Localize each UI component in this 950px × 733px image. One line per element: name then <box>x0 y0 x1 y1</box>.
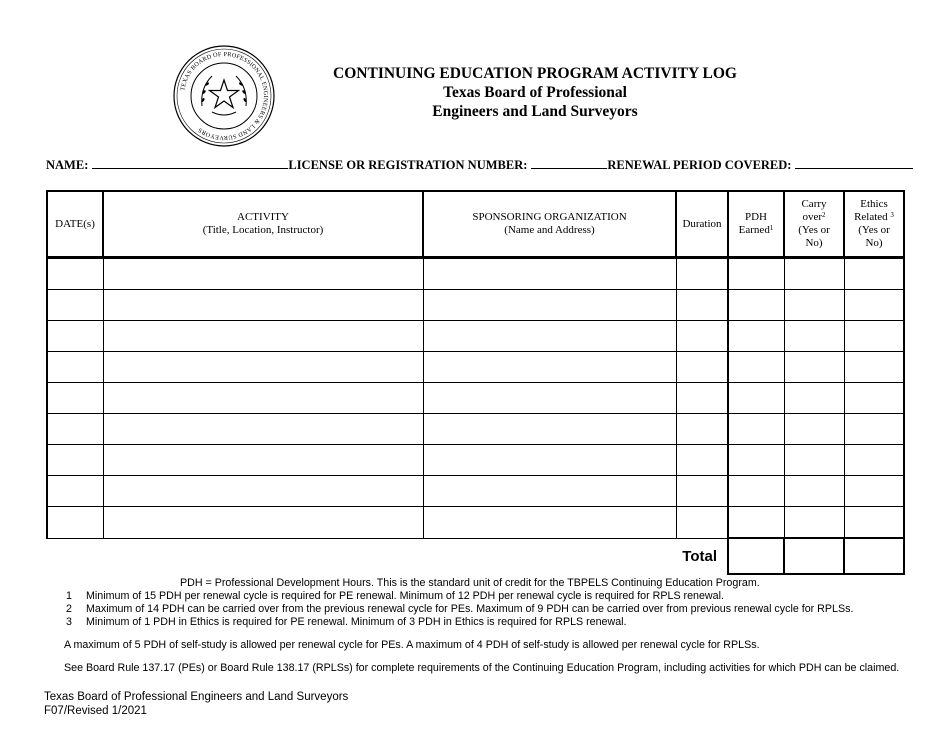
duration-cell[interactable] <box>676 476 728 507</box>
table-row <box>47 414 904 445</box>
header-activity: ACTIVITY (Title, Location, Instructor) <box>103 191 423 258</box>
date-cell[interactable] <box>47 352 103 383</box>
pdh-earned-cell[interactable] <box>728 507 784 539</box>
footnote-1: 1 Minimum of 15 PDH per renewal cycle is required for PE renewal. Minimum of 12 PDH per renewal cycle is required for RPLS renewal. <box>66 590 724 602</box>
ethics-related-cell[interactable] <box>844 321 904 352</box>
header-ethics-related: Ethics Related $^3$ (Yes or No) <box>844 191 904 258</box>
activity-rows <box>47 258 904 575</box>
sponsor-cell[interactable] <box>423 414 676 445</box>
activity-log-table <box>46 190 905 575</box>
renewal-period-label: RENEWAL PERIOD COVERED: <box>607 158 792 172</box>
board-rule-note: See Board Rule 137.17 (PEs) or Board Rule 138.17 (RPLSs) for complete requirements of the Continuing Education Program, including activities for which PDH can be claimed. <box>64 662 900 674</box>
date-cell[interactable] <box>47 321 103 352</box>
activity-cell[interactable] <box>103 258 423 290</box>
table-row <box>47 321 904 352</box>
ethics-related-cell[interactable] <box>844 352 904 383</box>
board-seal-logo <box>172 44 276 148</box>
activity-cell[interactable] <box>103 445 423 476</box>
duration-cell[interactable] <box>676 258 728 290</box>
activity-cell[interactable] <box>103 476 423 507</box>
date-cell[interactable] <box>47 383 103 414</box>
carry-over-cell[interactable] <box>784 258 844 290</box>
sponsor-cell[interactable] <box>423 383 676 414</box>
date-cell[interactable] <box>47 414 103 445</box>
carry-over-cell[interactable] <box>784 507 844 539</box>
name-label: NAME: <box>46 158 89 172</box>
ethics-related-cell[interactable] <box>844 383 904 414</box>
document-header <box>300 64 770 121</box>
footnote-2: 2 Maximum of 14 PDH can be carried over from the previous renewal cycle for PEs. Maximum of 9 PDH can be carried over from previous renewal cycle for RPLSs. <box>66 603 854 615</box>
ethics-related-cell[interactable] <box>844 258 904 290</box>
table-row <box>47 290 904 321</box>
ethics-related-cell[interactable] <box>844 290 904 321</box>
pdh-earned-cell[interactable] <box>728 352 784 383</box>
total-ethics-related-cell[interactable] <box>844 538 904 574</box>
self-study-note: A maximum of 5 PDH of self-study is allowed per renewal cycle for PEs. A maximum of 4 PDH of self-study is allowed per renewal cycle for RPLSs. <box>64 639 760 651</box>
duration-cell[interactable] <box>676 383 728 414</box>
table-row <box>47 352 904 383</box>
renewal-period-input-line[interactable] <box>795 157 913 169</box>
ethics-related-cell[interactable] <box>844 507 904 539</box>
sponsor-cell[interactable] <box>423 476 676 507</box>
duration-cell[interactable] <box>676 352 728 383</box>
ethics-related-cell[interactable] <box>844 445 904 476</box>
board-name-line-2: Engineers and Land Surveyors <box>432 103 638 120</box>
carry-over-cell[interactable] <box>784 383 844 414</box>
carry-over-cell[interactable] <box>784 476 844 507</box>
activity-cell[interactable] <box>103 290 423 321</box>
duration-cell[interactable] <box>676 507 728 539</box>
footnote-3: 3 Minimum of 1 PDH in Ethics is required for PE renewal. Minimum of 3 PDH in Ethics is required for RPLS renewal. <box>66 616 627 628</box>
pdh-earned-cell[interactable] <box>728 383 784 414</box>
total-row <box>47 538 904 574</box>
carry-over-cell[interactable] <box>784 352 844 383</box>
activity-cell[interactable] <box>103 352 423 383</box>
header-sponsoring-organization: SPONSORING ORGANIZATION (Name and Address) <box>423 191 676 258</box>
table-row <box>47 383 904 414</box>
pdh-earned-cell[interactable] <box>728 414 784 445</box>
pdh-earned-cell[interactable] <box>728 258 784 290</box>
sponsor-cell[interactable] <box>423 290 676 321</box>
carry-over-cell[interactable] <box>784 414 844 445</box>
pdh-earned-cell[interactable] <box>728 445 784 476</box>
sponsor-cell[interactable] <box>423 258 676 290</box>
license-input-line[interactable] <box>531 157 607 169</box>
pdh-definition: PDH = Professional Development Hours. This is the standard unit of credit for the TBPELS Continuing Education Program. <box>180 577 760 589</box>
carry-over-cell[interactable] <box>784 321 844 352</box>
registrant-fields <box>46 157 904 173</box>
carry-over-cell[interactable] <box>784 445 844 476</box>
table-row <box>47 507 904 539</box>
footer-org: Texas Board of Professional Engineers and Land Surveyors <box>44 691 349 703</box>
header-duration: Duration <box>676 191 728 258</box>
table-row <box>47 445 904 476</box>
activity-cell[interactable] <box>103 414 423 445</box>
total-pdh-earned-cell[interactable] <box>728 538 784 574</box>
date-cell[interactable] <box>47 476 103 507</box>
header-pdh-earned: PDH Earned$^1$ <box>728 191 784 258</box>
document-title: CONTINUING EDUCATION PROGRAM ACTIVITY LOG <box>333 65 737 82</box>
sponsor-cell[interactable] <box>423 507 676 539</box>
table-header-row <box>47 191 904 258</box>
duration-cell[interactable] <box>676 290 728 321</box>
pdh-earned-cell[interactable] <box>728 290 784 321</box>
duration-cell[interactable] <box>676 321 728 352</box>
activity-cell[interactable] <box>103 383 423 414</box>
notes-section <box>46 577 906 675</box>
sponsor-cell[interactable] <box>423 445 676 476</box>
duration-cell[interactable] <box>676 445 728 476</box>
pdh-earned-cell[interactable] <box>728 321 784 352</box>
ethics-related-cell[interactable] <box>844 414 904 445</box>
header-carry-over: Carry over$^2$ (Yes or No) <box>784 191 844 258</box>
date-cell[interactable] <box>47 258 103 290</box>
table-row <box>47 476 904 507</box>
sponsor-cell[interactable] <box>423 352 676 383</box>
total-label: Total <box>682 547 717 565</box>
carry-over-cell[interactable] <box>784 290 844 321</box>
activity-cell[interactable] <box>103 507 423 539</box>
svg-text:TEXAS BOARD OF PROFESSIONAL EN: TEXAS BOARD OF PROFESSIONAL ENGINEERS & LAND SURVEYORS <box>179 50 270 142</box>
pdh-earned-cell[interactable] <box>728 476 784 507</box>
form-footer <box>44 690 348 718</box>
total-carry-over-cell[interactable] <box>784 538 844 574</box>
date-cell[interactable] <box>47 507 103 539</box>
table-row <box>47 258 904 290</box>
activity-cell[interactable] <box>103 321 423 352</box>
ethics-related-cell[interactable] <box>844 476 904 507</box>
date-cell[interactable] <box>47 445 103 476</box>
duration-cell[interactable] <box>676 414 728 445</box>
sponsor-cell[interactable] <box>423 321 676 352</box>
date-cell[interactable] <box>47 290 103 321</box>
form-id: F07/Revised 1/2021 <box>44 705 147 717</box>
board-name-line-1: Texas Board of Professional <box>443 84 627 101</box>
name-input-line[interactable] <box>92 157 288 169</box>
header-dates: DATE(s) <box>47 191 103 258</box>
license-label: LICENSE OR REGISTRATION NUMBER: <box>288 158 528 172</box>
